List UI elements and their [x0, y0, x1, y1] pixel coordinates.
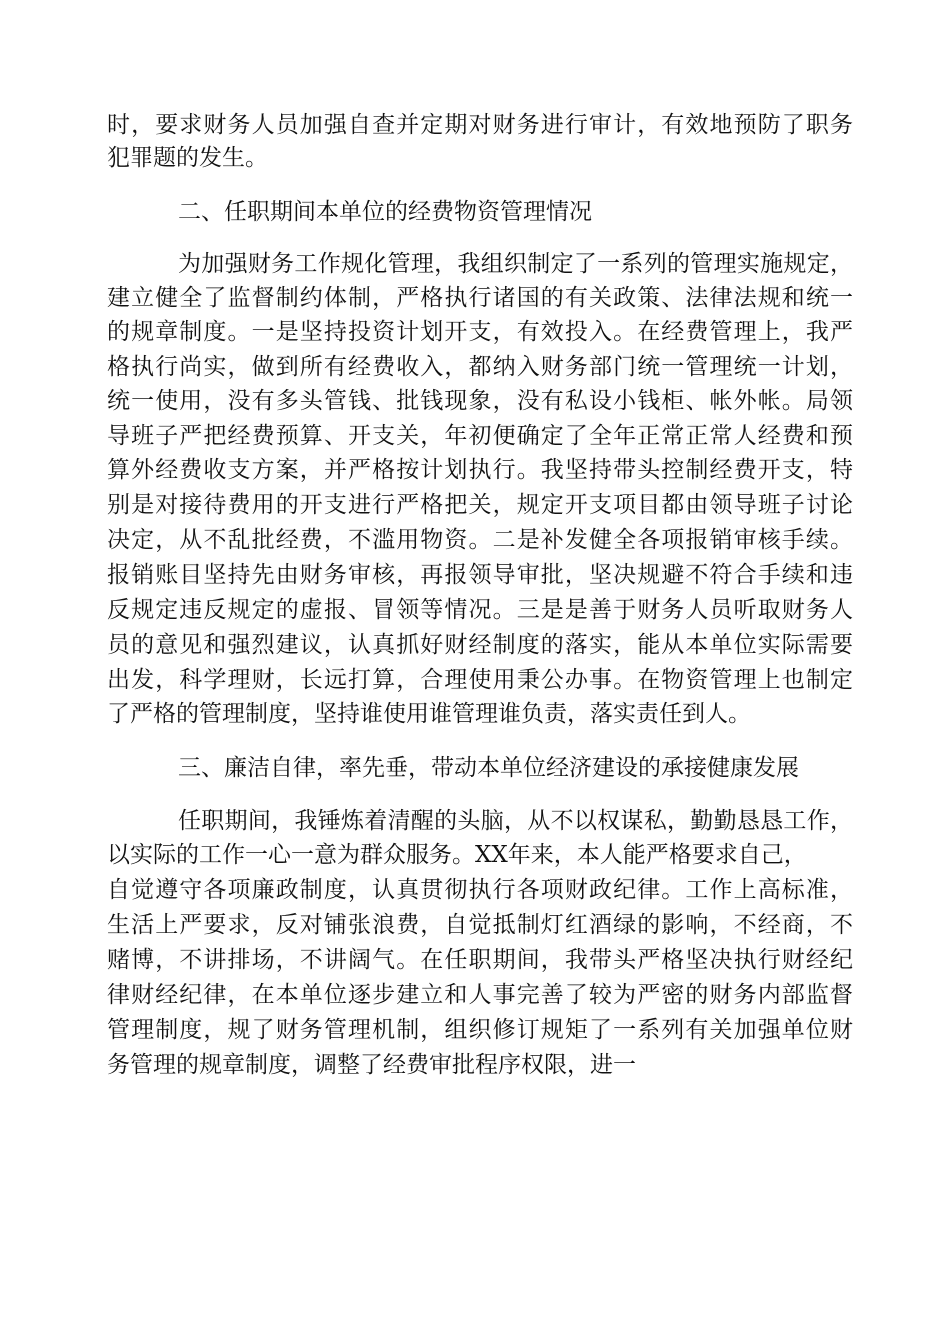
paragraph-line: 赌博，不讲排场，不讲阔气。在任职期间，我带头严格坚决执行财经纪 [107, 947, 853, 973]
paragraph-line: 报销账目坚持先由财务审核，再报领导审批，坚决规避不符合手续和违 [107, 562, 853, 588]
paragraph-line: 时，要求财务人员加强自查并定期对财务进行审计，有效地预防了职务 [107, 112, 853, 138]
paragraph-line: 犯罪题的发生。 [107, 145, 268, 171]
paragraph-line: 生活上严要求，反对铺张浪费，自觉抵制灯红酒绿的影响，不经商，不 [107, 912, 853, 938]
paragraph-line: 员的意见和强烈建议，认真抓好财经制度的落实，能从本单位实际需要 [107, 632, 853, 658]
paragraph-line: 为加强财务工作规化管理，我组织制定了一系列的管理实施规定， [178, 251, 853, 277]
paragraph-line: 了严格的管理制度，坚持谁使用谁管理谁负责，落实责任到人。 [107, 701, 751, 727]
paragraph-line: 反规定违反规定的虚报、冒领等情况。三是是善于财务人员听取财务人 [107, 597, 853, 623]
paragraph-line: 自觉遵守各项廉政制度，认真贯彻执行各项财政纪律。工作上高标准， [107, 877, 853, 903]
paragraph-line: 算外经费收支方案，并严格按计划执行。我坚持带头控制经费开支，特 [107, 457, 853, 483]
paragraph-line: 务管理的规章制度，调整了经费审批程序权限，进一 [107, 1052, 636, 1078]
section-heading: 二、任职期间本单位的经费物资管理情况 [178, 199, 592, 225]
paragraph-line: 管理制度，规了财务管理机制，组织修订规矩了一系列有关加强单位财 [107, 1017, 853, 1043]
section-heading: 三、廉洁自律，率先垂，带动本单位经济建设的承接健康发展 [178, 755, 799, 781]
paragraph-line: 导班子严把经费预算、开支关，年初便确定了全年正常正常人经费和预 [107, 423, 853, 449]
paragraph-line: 律财经纪律，在本单位逐步建立和人事完善了较为严密的财务内部监督 [107, 982, 853, 1008]
paragraph-line: 建立健全了监督制约体制，严格执行诸国的有关政策、法律法规和统一 [107, 285, 853, 311]
paragraph-line: 以实际的工作一心一意为群众服务。XX年来，本人能严格要求自己， [107, 842, 807, 868]
paragraph-line: 别是对接待费用的开支进行严格把关，规定开支项目都由领导班子讨论 [107, 492, 853, 518]
paragraph-line: 任职期间，我锤炼着清醒的头脑，从不以权谋私，勤勤恳恳工作， [178, 808, 853, 834]
paragraph-line: 出发，科学理财，长远打算，合理使用秉公办事。在物资管理上也制定 [107, 667, 853, 693]
paragraph-line: 的规章制度。一是坚持投资计划开支，有效投入。在经费管理上，我严 [107, 319, 853, 345]
paragraph-line: 格执行尚实，做到所有经费收入，都纳入财务部门统一管理统一计划， [107, 354, 853, 380]
paragraph-line: 决定，从不乱批经费，不滥用物资。二是补发健全各项报销审核手续。 [107, 527, 853, 553]
paragraph-line: 统一使用，没有多头管钱、批钱现象，没有私设小钱柜、帐外帐。局领 [107, 388, 853, 414]
